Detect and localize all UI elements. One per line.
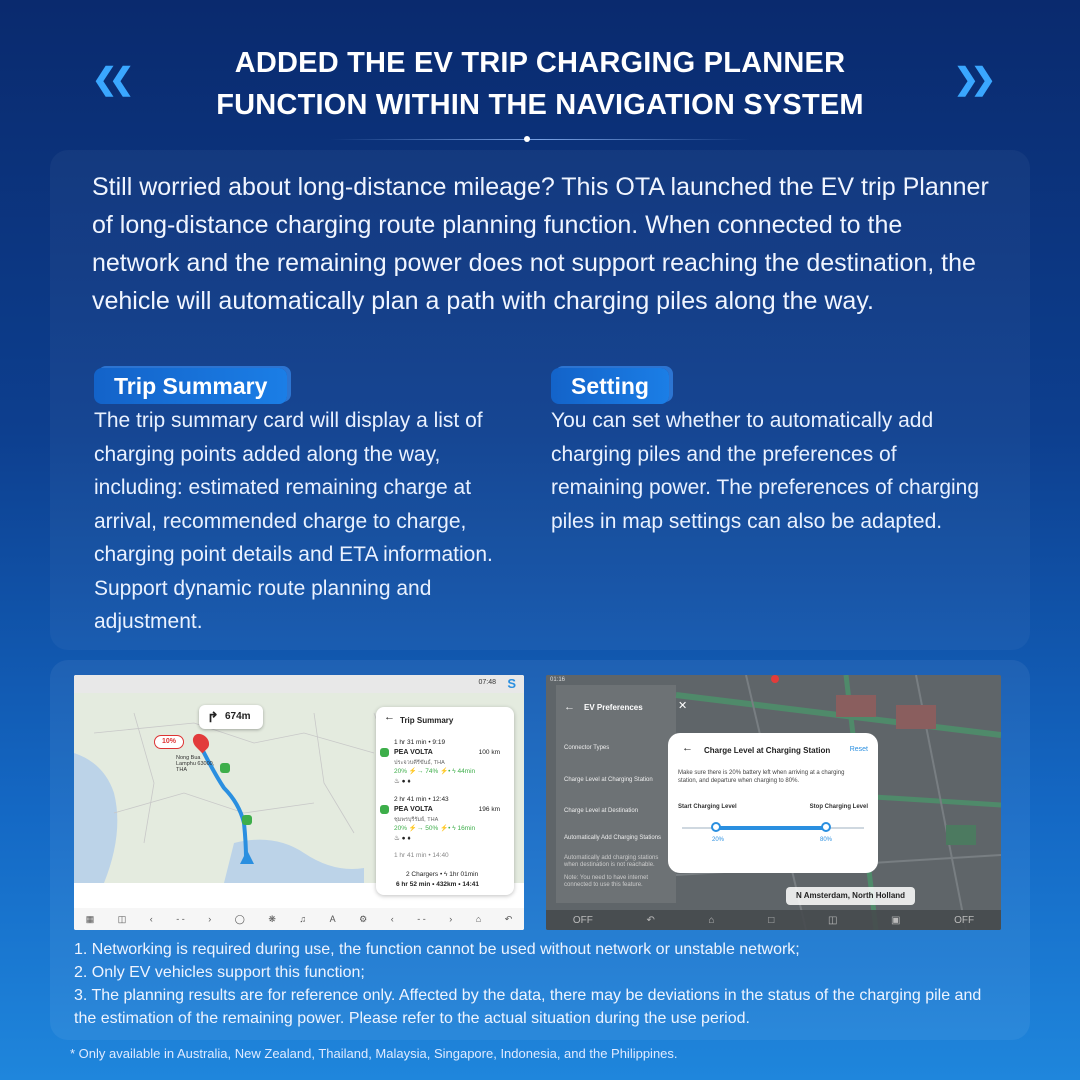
turn-right-icon: ↱ [207, 709, 219, 725]
title-line-2: FUNCTION WITHIN THE NAVIGATION SYSTEM [216, 89, 864, 121]
start-level-handle[interactable] [711, 822, 721, 832]
panel-title: EV Preferences [584, 703, 643, 712]
internet-note: Note: You need to have internet connected to use this feature. [564, 875, 649, 888]
climate-right-toggle[interactable]: OFF [954, 914, 975, 926]
stop3-time: 1 hr 41 min • 14:40 [394, 852, 449, 859]
charge-destination-item[interactable]: Charge Level at Destination [564, 808, 639, 814]
availability-footnote: * Only available in Australia, New Zealand, Thailand, Malaysia, Singapore, Indonesia, and the Philippines. [70, 1046, 678, 1061]
compass-icon: N [796, 891, 804, 900]
back-arrow-icon[interactable]: ← [564, 701, 575, 713]
title-divider-dot [524, 136, 530, 142]
home-icon[interactable]: ⌂ [708, 914, 715, 926]
trip-summary-section [94, 368, 534, 639]
charge-level-dialog [668, 733, 878, 873]
stop1-region: ประจวบคีรีขันธ์, THA [394, 760, 445, 766]
chevron-left-icon: ❮❮ [92, 63, 127, 96]
car-icon[interactable]: ◯ [234, 913, 245, 924]
chevron-right-icon[interactable]: › [449, 914, 453, 924]
note-item: 3. The planning results are for reference only. Affected by the data, there may be deviations in the status of the charging pile and the estimation of the remaining power. Please refer to the actual situation during the use period. [74, 987, 982, 1027]
page-title [0, 42, 1080, 126]
navigation-icon[interactable]: A [329, 914, 336, 924]
back-arrow-icon[interactable]: ← [384, 711, 395, 723]
charger-pin-icon[interactable] [242, 815, 252, 825]
start-charging-label: Start Charging Level [678, 804, 737, 810]
charge-slider-fill [716, 826, 826, 830]
home-icon[interactable]: ⌂ [475, 914, 482, 924]
trip-summary-heading: Trip Summary [94, 368, 287, 404]
place-label: Nong Bua Lamphu 63000, THA [176, 755, 215, 773]
trip-summary-card [376, 707, 514, 895]
chevron-right-icon: ❯❯ [953, 63, 988, 96]
chevron-right-icon[interactable]: › [208, 914, 212, 924]
reset-button[interactable]: Reset [849, 746, 868, 753]
status-bar [74, 675, 524, 693]
stop2-name[interactable]: PEA VOLTA [394, 806, 433, 813]
dash-icon: - - [176, 914, 185, 924]
close-icon[interactable]: ✕ [678, 700, 688, 712]
title-line-1: ADDED THE EV TRIP CHARGING PLANNER [234, 47, 846, 79]
intro-paragraph: Still worried about long-distance mileage? This OTA launched the EV trip Planner of long-distance charging route planning function. When connected to the network and the remaining power does not support reaching the destination, the vehicle will automatically plan a path with charging piles along the way. [92, 173, 989, 315]
charger-pin-icon[interactable] [220, 763, 230, 773]
recent-apps-icon[interactable]: □ [768, 914, 775, 926]
split-view-icon[interactable]: ◫ [117, 913, 127, 924]
settings-icon[interactable]: ⚙ [359, 913, 368, 924]
trip-summary-screenshot [74, 675, 524, 930]
camera-icon[interactable]: ▣ [891, 914, 901, 926]
location-badge [786, 887, 915, 905]
total-summary: 6 hr 52 min • 432km • 14:41 [396, 881, 479, 888]
fan-icon[interactable]: ❋ [268, 913, 276, 924]
status-time: 01:16 [550, 677, 566, 683]
back-icon[interactable]: ↶ [646, 914, 655, 926]
ev-preferences-screenshot [546, 675, 1001, 930]
turn-distance: 674m [225, 711, 251, 722]
setting-body: You can set whether to automatically add charging piles and the preferences of remaining power. The preferences of charging piles in map settings can also be adapted. [551, 409, 980, 533]
stop2-charge: 20% ⚡→ 50% ⚡• ϟ 16min [394, 825, 476, 832]
trip-summary-body: The trip summary card will display a list of charging points added along the way, including: estimated remaining charge at arrival, recommended charge to charge, charging point details and ETA information. Support dynamic route planning and adjustment. [94, 409, 493, 633]
connector-types-item[interactable]: Connector Types [564, 745, 610, 751]
stop-charging-label: Stop Charging Level [809, 804, 868, 810]
stop2-distance: 196 km [478, 806, 500, 813]
chevron-left-icon[interactable]: ‹ [390, 914, 394, 924]
climate-left-toggle[interactable]: OFF [572, 914, 593, 926]
stop2-amenities-icon: ♨ ● ♦ [394, 835, 411, 842]
charger-icon [380, 805, 389, 814]
charge-station-item[interactable]: Charge Level at Charging Station [564, 777, 653, 783]
app-logo-icon: S [507, 676, 516, 691]
vehicle-position-icon [240, 850, 254, 864]
ev-preferences-panel [556, 685, 688, 903]
chevron-left-icon[interactable]: ‹ [149, 914, 153, 924]
location-name: Amsterdam, North Holland [803, 891, 906, 900]
chargers-summary: 2 Chargers • ϟ 1hr 01min [406, 871, 479, 878]
dialog-title: Charge Level at Charging Station [704, 746, 831, 755]
battery-callout: 10% [154, 735, 184, 749]
note-item: 1. Networking is required during use, the function cannot be used without network or unstable network; [74, 941, 800, 958]
stop-level-handle[interactable] [821, 822, 831, 832]
apps-icon[interactable]: ▦ [85, 913, 95, 924]
stop1-charge: 20% ⚡→ 74% ⚡• ϟ 44min [394, 768, 476, 775]
status-time: 07:48 [478, 679, 496, 686]
auto-add-item[interactable]: Automatically Add Charging Stations [564, 835, 662, 841]
back-arrow-icon[interactable]: ← [682, 742, 693, 754]
seat-icon[interactable]: ♫ [299, 914, 307, 924]
turn-instruction [199, 705, 263, 729]
setting-section [551, 368, 991, 538]
dialog-description: Make sure there is 20% battery left when arriving at a charging station, and departure when charging to 80%. [678, 770, 845, 784]
stop1-distance: 100 km [478, 749, 500, 756]
stop-level-value: 80% [820, 837, 833, 843]
card-title: Trip Summary [400, 716, 454, 725]
stop1-amenities-icon: ♨ ● ♦ [394, 778, 411, 785]
back-icon[interactable]: ↶ [504, 913, 513, 924]
start-level-value: 20% [712, 837, 725, 843]
stop2-time: 2 hr 41 min • 12:43 [394, 796, 449, 803]
stop1-name[interactable]: PEA VOLTA [394, 749, 433, 756]
dash-icon: - - [417, 914, 426, 924]
title-divider [330, 139, 750, 140]
charger-icon [380, 748, 389, 757]
stop1-time: 1 hr 31 min • 9:19 [394, 739, 446, 746]
bottom-toolbar [74, 908, 524, 930]
location-marker-icon [771, 675, 779, 683]
stop2-region: ชุมพรบุรีรัมย์, THA [394, 817, 439, 823]
auto-add-desc: Automatically add charging stations when destination is not reachable. [564, 855, 659, 868]
bottom-toolbar [546, 910, 1001, 930]
notes-list [74, 938, 1004, 1030]
note-item: 2. Only EV vehicles support this function; [74, 964, 365, 981]
split-view-icon[interactable]: ◫ [827, 914, 838, 926]
setting-heading: Setting [551, 368, 669, 404]
